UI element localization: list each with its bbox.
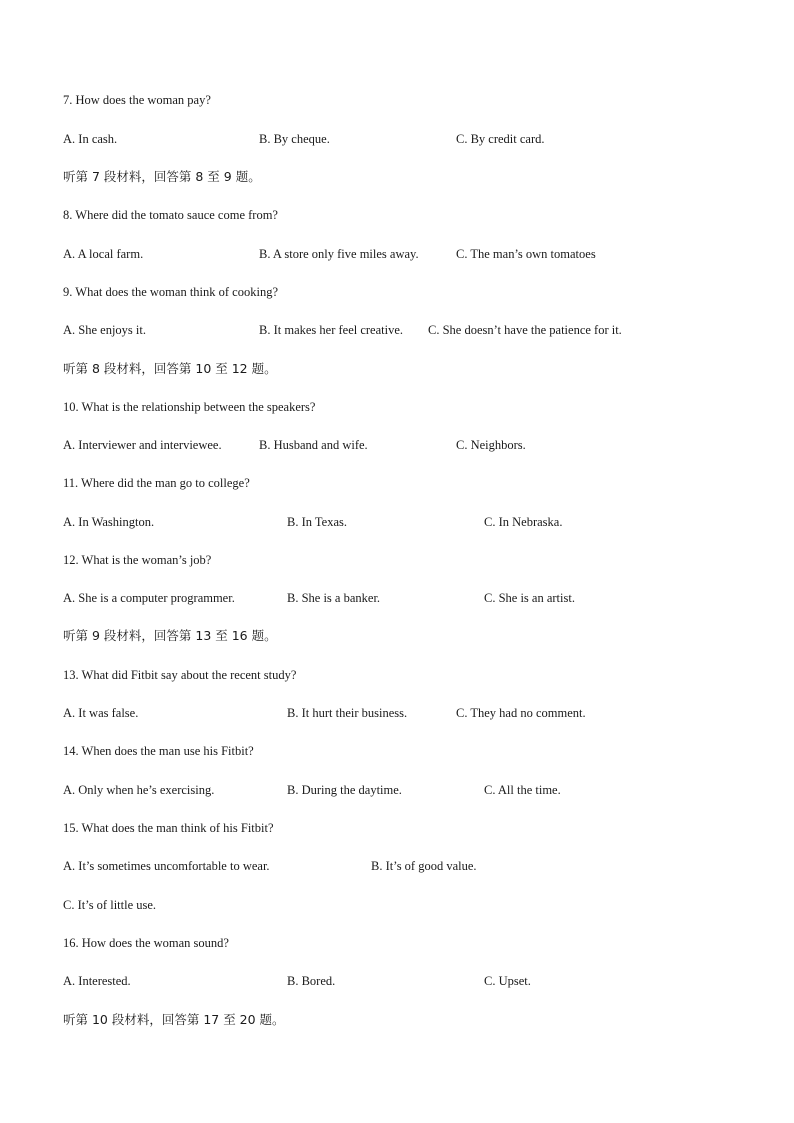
q13-option-b: B. It hurt their business. — [287, 706, 408, 720]
q13-option-c: C. They had no comment. — [456, 706, 586, 720]
q9-option-b: B. It makes her feel creative. — [259, 323, 404, 337]
q11-option-a: A. In Washington. — [63, 515, 155, 529]
question-15: 15. What does the man think of his Fitbit? — [63, 821, 274, 835]
q16-option-c: C. Upset. — [484, 974, 531, 988]
q11-option-c: C. In Nebraska. — [484, 515, 563, 529]
question-13: 13. What did Fitbit say about the recent study? — [63, 668, 297, 682]
section-9-instruction: 听第 9 段材料，回答第 13 至 16 题。 — [63, 628, 277, 643]
question-11: 11. Where did the man go to college? — [63, 476, 250, 490]
section-8-instruction: 听第 8 段材料，回答第 10 至 12 题。 — [63, 361, 277, 376]
q12-option-b: B. She is a banker. — [287, 591, 381, 605]
q13-option-a: A. It was false. — [63, 706, 139, 720]
question-14: 14. When does the man use his Fitbit? — [63, 744, 254, 758]
q15-option-c: C. It’s of little use. — [63, 898, 157, 912]
q15-option-b: B. It’s of good value. — [371, 859, 477, 873]
q8-option-a: A. A local farm. — [63, 247, 144, 261]
question-10: 10. What is the relationship between the speakers? — [63, 400, 316, 414]
question-12: 12. What is the woman’s job? — [63, 553, 212, 567]
section-7-instruction: 听第 7 段材料，回答第 8 至 9 题。 — [63, 169, 261, 184]
q14-option-a: A. Only when he’s exercising. — [63, 783, 215, 797]
q8-option-b: B. A store only five miles away. — [259, 247, 419, 261]
q7-option-b: B. By cheque. — [259, 132, 330, 146]
q9-option-a: A. She enjoys it. — [63, 323, 146, 337]
question-16: 16. How does the woman sound? — [63, 936, 229, 950]
q14-option-c: C. All the time. — [484, 783, 561, 797]
q7-option-c: C. By credit card. — [456, 132, 545, 146]
q16-option-a: A. Interested. — [63, 974, 131, 988]
section-10-instruction: 听第 10 段材料，回答第 17 至 20 题。 — [63, 1012, 285, 1027]
q12-option-a: A. She is a computer programmer. — [63, 591, 235, 605]
q10-option-b: B. Husband and wife. — [259, 438, 368, 452]
q10-option-c: C. Neighbors. — [456, 438, 526, 452]
question-9: 9. What does the woman think of cooking? — [63, 285, 279, 299]
q14-option-b: B. During the daytime. — [287, 783, 402, 797]
q7-option-a: A. In cash. — [63, 132, 118, 146]
question-7: 7. How does the woman pay? — [63, 93, 211, 107]
q12-option-c: C. She is an artist. — [484, 591, 575, 605]
q9-option-c: C. She doesn’t have the patience for it. — [428, 323, 622, 337]
q11-option-b: B. In Texas. — [287, 515, 347, 529]
question-8: 8. Where did the tomato sauce come from? — [63, 208, 278, 222]
q10-option-a: A. Interviewer and interviewee. — [63, 438, 222, 452]
q8-option-c: C. The man’s own tomatoes — [456, 247, 596, 261]
q15-option-a: A. It’s sometimes uncomfortable to wear. — [63, 859, 270, 873]
q16-option-b: B. Bored. — [287, 974, 336, 988]
